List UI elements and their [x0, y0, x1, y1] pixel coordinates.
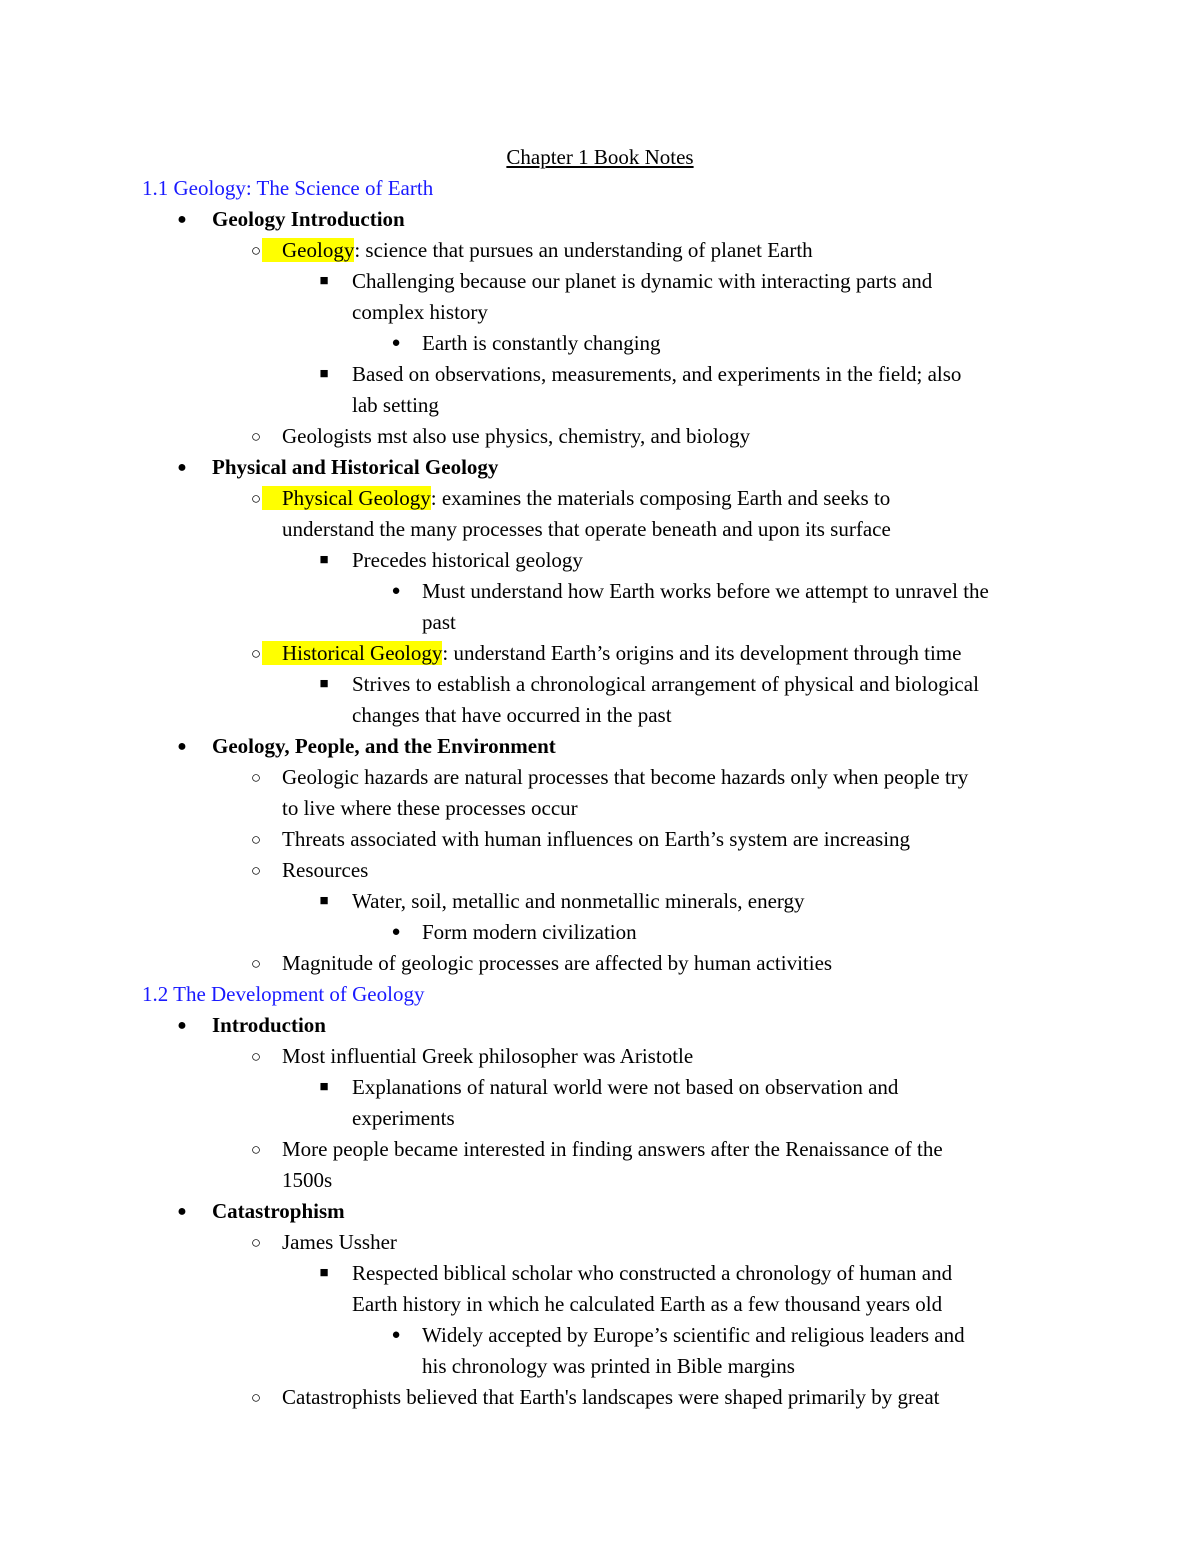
- disc-bullet-icon: ●: [177, 459, 187, 476]
- circle-bullet-icon: ○: [250, 768, 262, 787]
- list-item: [0, 731, 1200, 762]
- list-item-text: Threats associated with human influences on Earth’s system are increasing: [282, 827, 911, 851]
- list-item-continuation: [0, 700, 1200, 731]
- list-item-text: past: [422, 610, 456, 634]
- disc-bullet-icon: ●: [391, 583, 401, 599]
- highlighted-term: Geology: [262, 238, 354, 262]
- circle-bullet-icon: ○: [250, 954, 262, 973]
- square-bullet-icon: ■: [319, 1265, 329, 1281]
- list-item: [0, 452, 1200, 483]
- circle-bullet-icon: ○: [250, 1140, 262, 1159]
- document-page: [0, 142, 1200, 1413]
- disc-bullet-icon: ●: [177, 738, 187, 755]
- list-item-text: [282, 235, 813, 266]
- list-item-text: [282, 483, 890, 514]
- list-item-text: More people became interested in finding answers after the Renaissance of the: [282, 1137, 943, 1161]
- square-bullet-icon: ■: [319, 676, 329, 692]
- list-item: [0, 1258, 1200, 1289]
- list-item: [0, 855, 1200, 886]
- list-item-text: Earth is constantly changing: [422, 331, 661, 355]
- list-item-text: Geologists mst also use physics, chemistry, and biology: [282, 424, 751, 448]
- list-item-text: Explanations of natural world were not based on observation and: [352, 1075, 899, 1099]
- list-item-continuation: [0, 607, 1200, 638]
- circle-bullet-icon: ○: [250, 1233, 262, 1252]
- circle-bullet-icon: ○: [250, 489, 262, 508]
- topic-heading: Physical and Historical Geology: [212, 455, 499, 479]
- list-item-text: Must understand how Earth works before we attempt to unravel the: [422, 579, 989, 603]
- list-item: [0, 266, 1200, 297]
- list-item-continuation: [0, 793, 1200, 824]
- circle-bullet-icon: ○: [250, 1388, 262, 1407]
- topic-heading: Introduction: [212, 1013, 326, 1037]
- list-item: [0, 1196, 1200, 1227]
- list-item-continuation: [0, 1351, 1200, 1382]
- list-item-text: to live where these processes occur: [282, 796, 578, 820]
- disc-bullet-icon: ●: [177, 1017, 187, 1034]
- list-item-text: Respected biblical scholar who constructed a chronology of human and: [352, 1261, 953, 1285]
- list-item-continuation: [0, 1289, 1200, 1320]
- topic-heading: Geology, People, and the Environment: [212, 734, 556, 758]
- list-item-text: [282, 638, 961, 669]
- list-item-text: complex history: [352, 300, 488, 324]
- square-bullet-icon: ■: [319, 893, 329, 909]
- list-item: [0, 638, 1200, 669]
- disc-bullet-icon: ●: [177, 211, 187, 228]
- list-item: [0, 483, 1200, 514]
- list-item: [0, 1134, 1200, 1165]
- list-item: [0, 235, 1200, 266]
- section-heading: 1.1 Geology: The Science of Earth: [142, 176, 434, 200]
- list-item-continuation: [0, 297, 1200, 328]
- list-item-text: his chronology was printed in Bible margins: [422, 1354, 795, 1378]
- list-item-text: 1500s: [282, 1168, 333, 1192]
- list-item: [0, 204, 1200, 235]
- list-item-text: Challenging because our planet is dynamic with interacting parts and: [352, 269, 933, 293]
- circle-bullet-icon: ○: [250, 861, 262, 880]
- list-item-text: Water, soil, metallic and nonmetallic minerals, energy: [352, 889, 805, 913]
- disc-bullet-icon: ●: [391, 924, 401, 940]
- list-item: [0, 886, 1200, 917]
- list-item: [0, 1072, 1200, 1103]
- list-item: [0, 1227, 1200, 1258]
- list-item: [0, 576, 1200, 607]
- section-heading: 1.2 The Development of Geology: [142, 982, 425, 1006]
- square-bullet-icon: ■: [319, 1079, 329, 1095]
- highlighted-term: Physical Geology: [262, 486, 431, 510]
- list-item-text: Strives to establish a chronological arrangement of physical and biological: [352, 672, 979, 696]
- list-item: [0, 762, 1200, 793]
- list-item-text: Precedes historical geology: [352, 548, 583, 572]
- list-item-text: Geologic hazards are natural processes that become hazards only when people try: [282, 765, 969, 789]
- list-item-text: understand the many processes that operate beneath and upon its surface: [282, 517, 891, 541]
- list-item: [0, 545, 1200, 576]
- document-title: Chapter 1 Book Notes: [506, 145, 694, 169]
- list-item-text: Earth history in which he calculated Earth as a few thousand years old: [352, 1292, 943, 1316]
- list-item-continuation: [0, 1103, 1200, 1134]
- list-item-continuation: [0, 1165, 1200, 1196]
- list-item-text: Widely accepted by Europe’s scientific and religious leaders and: [422, 1323, 965, 1347]
- list-item-text: Catastrophists believed that Earth's landscapes were shaped primarily by great: [282, 1385, 940, 1409]
- topic-heading: Catastrophism: [212, 1199, 345, 1223]
- list-item-text: Magnitude of geologic processes are affected by human activities: [282, 951, 833, 975]
- list-item: [0, 917, 1200, 948]
- list-item-text: Form modern civilization: [422, 920, 637, 944]
- list-item-continuation: [0, 390, 1200, 421]
- list-item-text: Based on observations, measurements, and experiments in the field; also: [352, 362, 962, 386]
- disc-bullet-icon: ●: [391, 1327, 401, 1343]
- list-item-continuation: [0, 514, 1200, 545]
- list-item: [0, 669, 1200, 700]
- list-item: [0, 328, 1200, 359]
- square-bullet-icon: ■: [319, 552, 329, 568]
- term-definition: : science that pursues an understanding of planet Earth: [354, 238, 813, 262]
- list-item-text: James Ussher: [282, 1230, 397, 1254]
- list-item-text: changes that have occurred in the past: [352, 703, 672, 727]
- list-item-text: experiments: [352, 1106, 455, 1130]
- circle-bullet-icon: ○: [250, 830, 262, 849]
- term-definition: : examines the materials composing Earth and seeks to: [430, 486, 891, 510]
- circle-bullet-icon: ○: [250, 1047, 262, 1066]
- topic-heading: Geology Introduction: [212, 207, 405, 231]
- term-definition: : understand Earth’s origins and its development through time: [442, 641, 962, 665]
- list-item-text: lab setting: [352, 393, 439, 417]
- list-item: [0, 948, 1200, 979]
- list-item: [0, 1041, 1200, 1072]
- highlighted-term: Historical Geology: [262, 641, 442, 665]
- circle-bullet-icon: ○: [250, 644, 262, 663]
- list-item-text: Most influential Greek philosopher was Aristotle: [282, 1044, 694, 1068]
- list-item: [0, 1010, 1200, 1041]
- list-item: [0, 1382, 1200, 1413]
- circle-bullet-icon: ○: [250, 427, 262, 446]
- square-bullet-icon: ■: [319, 273, 329, 289]
- list-item: [0, 421, 1200, 452]
- list-item: [0, 1320, 1200, 1351]
- disc-bullet-icon: ●: [177, 1203, 187, 1220]
- list-item: [0, 824, 1200, 855]
- disc-bullet-icon: ●: [391, 335, 401, 351]
- circle-bullet-icon: ○: [250, 241, 262, 260]
- list-item-text: Resources: [282, 858, 369, 882]
- list-item: [0, 359, 1200, 390]
- square-bullet-icon: ■: [319, 366, 329, 382]
